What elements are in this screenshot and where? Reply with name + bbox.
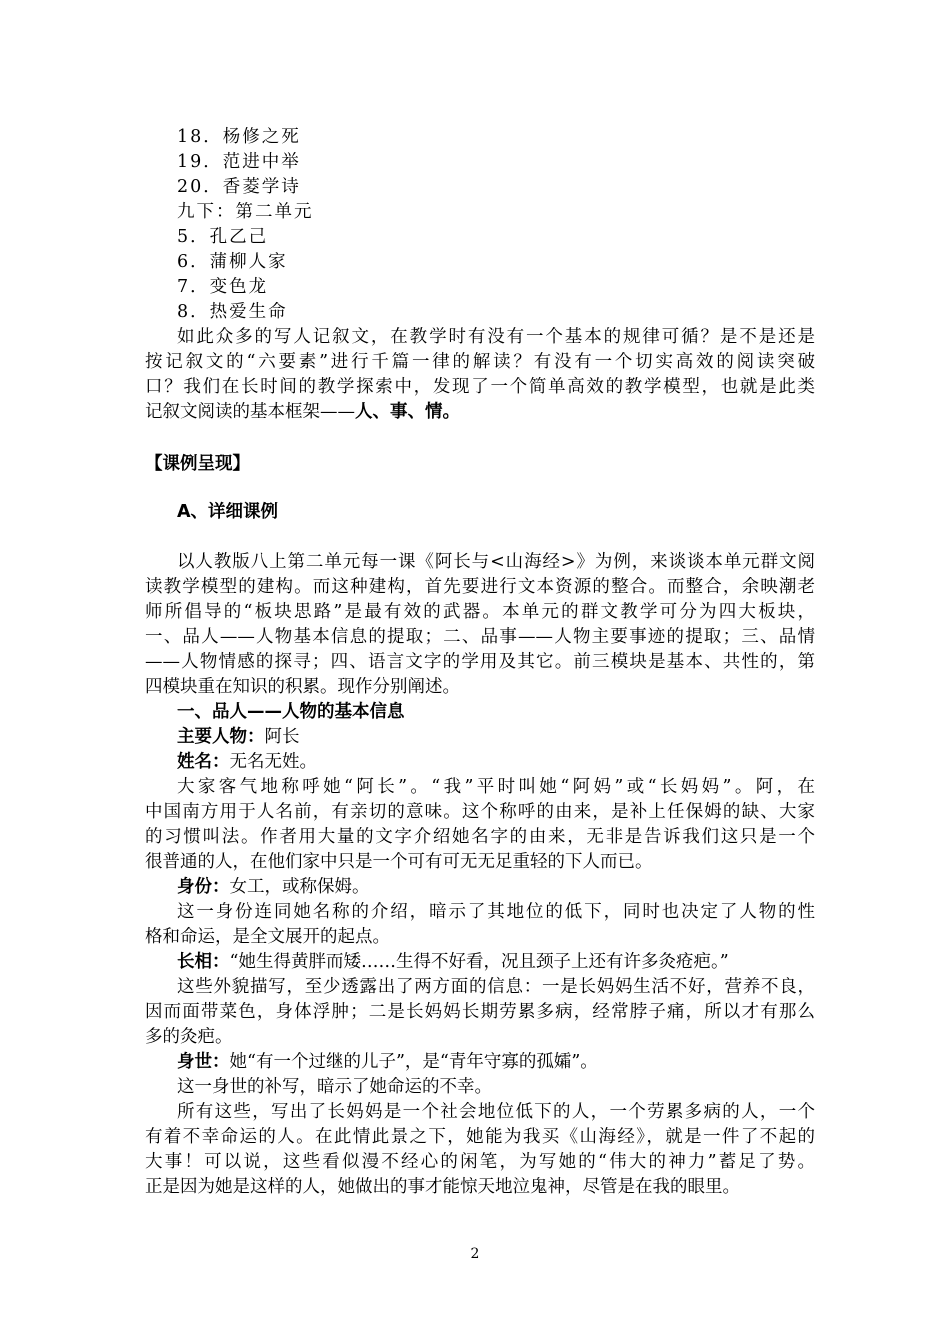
field-value: 无名无姓。 <box>229 752 317 772</box>
list-item: 5．孔乙己 <box>177 227 269 247</box>
list-item: 18．杨修之死 <box>177 127 301 147</box>
paragraph-line: 因而面带菜色，身体浮肿；二是长妈妈长期劳累多病，经常脖子痛，所以才有那么 <box>145 1002 815 1022</box>
paragraph-line: 多的灸疤。 <box>145 1027 233 1047</box>
list-item: 7．变色龙 <box>177 277 269 297</box>
paragraph-line: 以人教版八上第二单元每一课《阿长与<山海经>》为例，来谈谈本单元群文阅 <box>177 552 815 572</box>
field-value: “她生得黄胖而矮……生得不好看，况且颈子上还有许多灸疮疤。” <box>229 952 729 972</box>
list-item: 6．蒲柳人家 <box>177 252 288 272</box>
intro-line <box>145 400 815 425</box>
paragraph-line: 四模块重在知识的积累。现作分别阐述。 <box>145 677 460 697</box>
list-item: 8．热爱生命 <box>177 302 288 322</box>
field-value: 阿长 <box>264 727 300 747</box>
paragraph-line: 中国南方用于人名前，有亲切的意味。这个称呼的由来，是补上任保姆的缺、大家 <box>145 802 815 822</box>
looks-line <box>177 950 847 975</box>
paragraph-line: 这一身世的补写，暗示了她命运的不幸。 <box>177 1077 492 1097</box>
field-value: 她“有一个过继的儿子”，是“青年守寡的孤孀”。 <box>229 1052 598 1072</box>
intro-text: 记叙文阅读的基本框架—— <box>145 402 355 422</box>
paragraph-line: 大家客气地称呼她“阿长”。“我”平时叫她“阿妈”或“长妈妈”。阿，在 <box>177 777 815 797</box>
paragraph-line: 这一身份连同她名称的介绍，暗示了其地位的低下，同时也决定了人物的性 <box>177 902 815 922</box>
paragraph-line: 的习惯叫法。作者用大量的文字介绍她名字的由来，无非是告诉我们这只是一个 <box>145 827 815 847</box>
intro-emphasis: 人、事、情。 <box>355 402 460 422</box>
paragraph-line: 很普通的人，在他们家中只是一个可有可无无足重轻的下人而已。 <box>145 852 653 872</box>
identity-line <box>177 875 847 900</box>
paragraph-line: 这些外貌描写，至少透露出了两方面的信息：一是长妈妈生活不好，营养不良， <box>177 977 815 997</box>
paragraph-line: 大事！可以说，这些看似漫不经心的闲笔，为写她的“伟大的神力”蓄足了势。 <box>145 1152 815 1172</box>
list-item: 20．香菱学诗 <box>177 177 301 197</box>
section-title: 【课例呈现】 <box>145 454 250 474</box>
paragraph-line: 读教学模型的建构。而这种建构，首先要进行文本资源的整合。而整合，余映潮老 <box>145 577 815 597</box>
field-label: 姓名： <box>177 752 230 772</box>
field-label: 长相： <box>177 952 230 972</box>
heading-pin-ren: 一、品人——人物的基本信息 <box>177 702 405 722</box>
intro-line: 按记叙文的“六要素”进行千篇一律的解读？有没有一个切实高效的阅读突破 <box>145 352 815 372</box>
paragraph-line: 正是因为她是这样的人，她做出的事才能惊天地泣鬼神，尽管是在我的眼里。 <box>145 1177 740 1197</box>
paragraph-line: 有着不幸命运的人。在此情此景之下，她能为我买《山海经》，就是一件了不起的 <box>145 1127 815 1147</box>
field-value: 女工，或称保姆。 <box>229 877 370 897</box>
paragraph-line: 所有这些，写出了长妈妈是一个社会地位低下的人，一个劳累多病的人，一个 <box>177 1102 815 1122</box>
field-label: 身份： <box>177 877 230 897</box>
field-label: 主要人物： <box>177 727 265 747</box>
unit-label: 九下：第二单元 <box>177 202 314 222</box>
main-character-line <box>177 725 847 750</box>
paragraph-line: 格和命运，是全文展开的起点。 <box>145 927 390 947</box>
paragraph-line: 师所倡导的“板块思路”是最有效的武器。本单元的群文教学可分为四大板块， <box>145 602 815 622</box>
intro-line: 如此众多的写人记叙文，在教学时有没有一个基本的规律可循？是不是还是 <box>177 327 815 347</box>
subsection-title: A、详细课例 <box>177 502 279 522</box>
field-label: 身世： <box>177 1052 230 1072</box>
paragraph-line: ——人物情感的探寻；四、语言文字的学用及其它。前三模块是基本、共性的，第 <box>145 652 815 672</box>
page-number: 2 <box>470 1246 480 1262</box>
name-line <box>177 750 847 775</box>
background-line <box>177 1050 847 1075</box>
paragraph-line: 一、品人——人物基本信息的提取；二、品事——人物主要事迹的提取；三、品情 <box>145 627 815 647</box>
intro-line: 口？我们在长时间的教学探索中，发现了一个简单高效的教学模型，也就是此类 <box>145 377 815 397</box>
list-item: 19．范进中举 <box>177 152 301 172</box>
